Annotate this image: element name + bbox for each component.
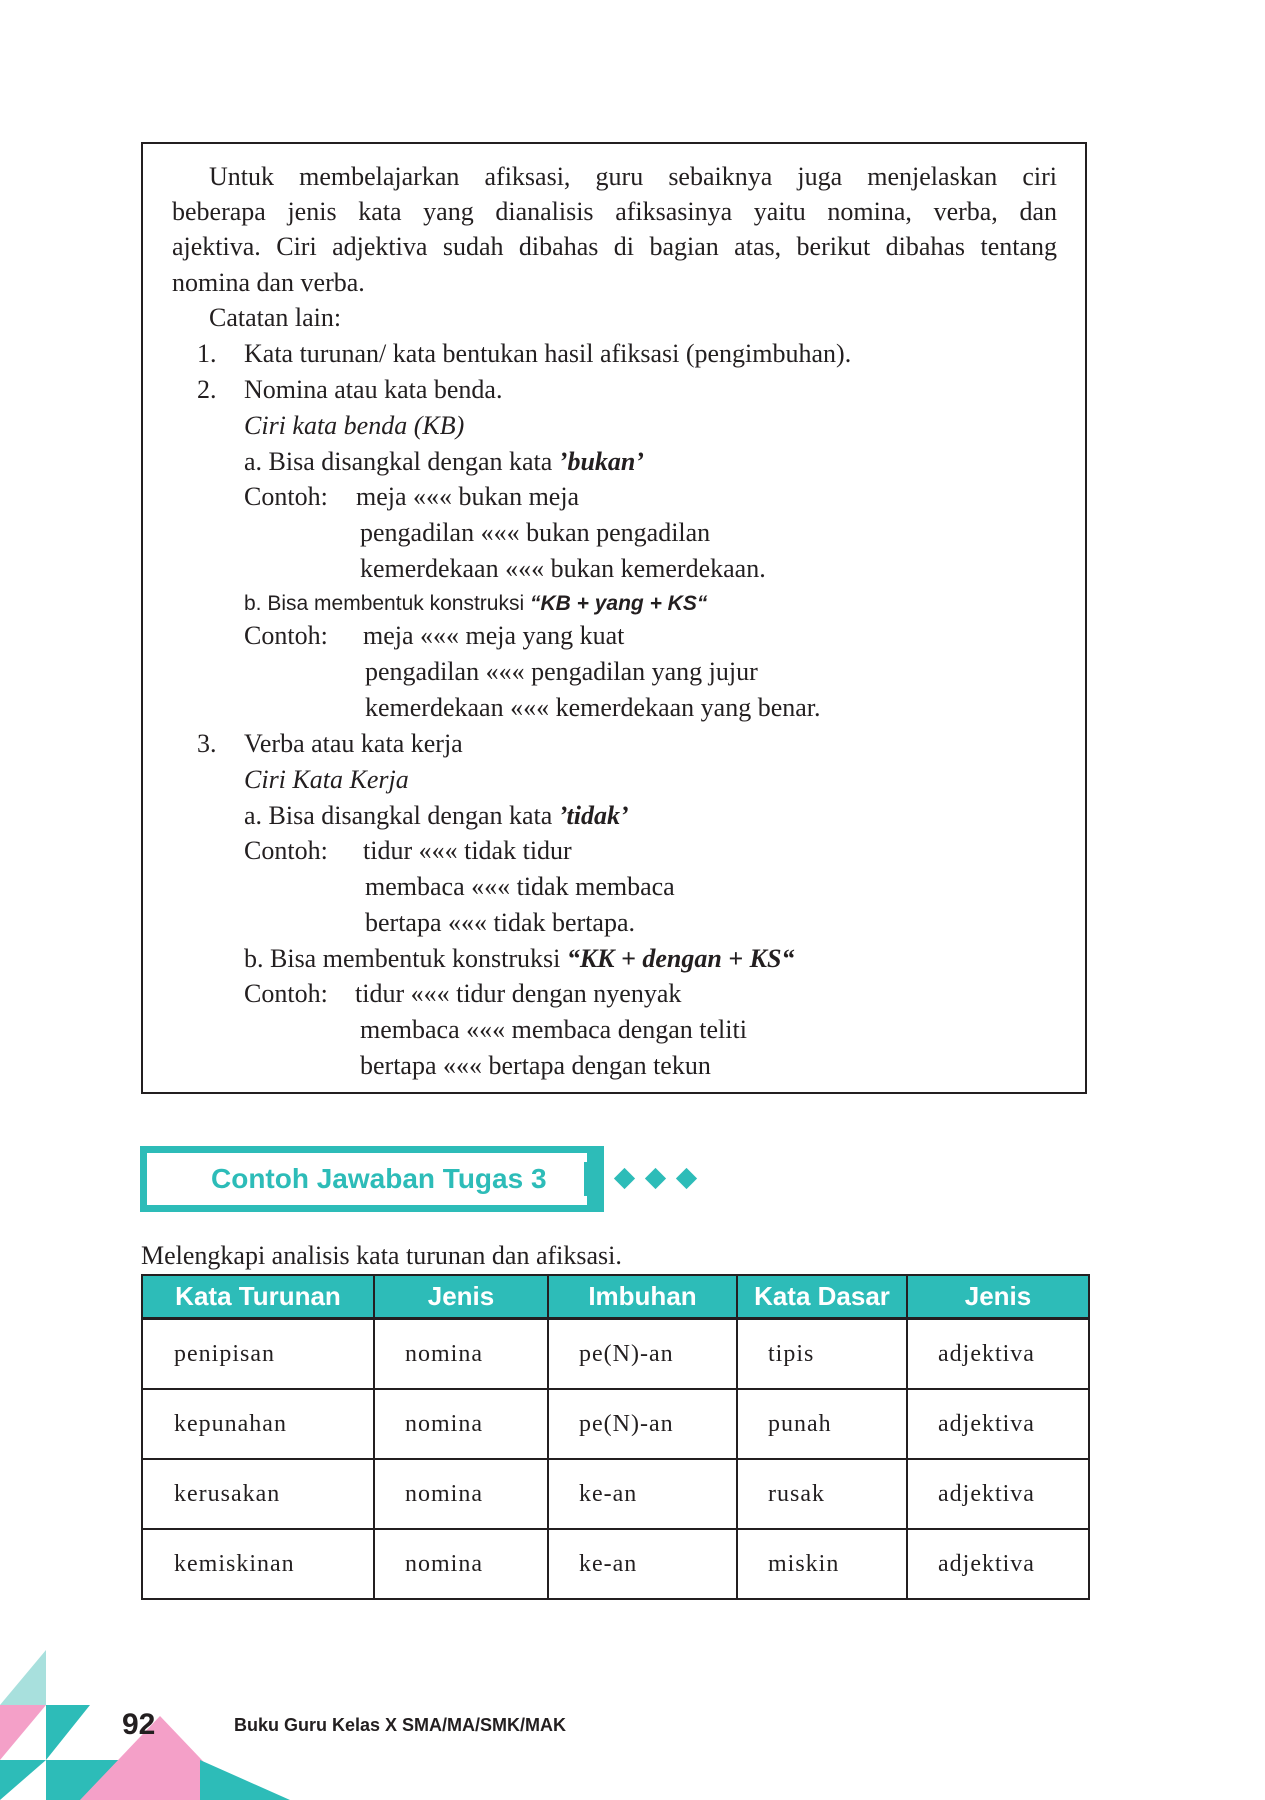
item-1-number: 1. xyxy=(197,339,217,368)
deco-teal-triangle xyxy=(46,1705,90,1760)
item-2b-example-3: kemerdekaan ««« kemerdekaan yang benar. xyxy=(365,693,821,722)
item-3b-example-1: tidur ««« tidur dengan nyenyak xyxy=(355,979,682,1008)
table-header-row xyxy=(142,1275,1089,1319)
cell-jenis-dasar: adjektiva xyxy=(907,1459,1089,1529)
catatan-label: Catatan lain: xyxy=(209,303,342,332)
item-2b-formula: “KB + yang + KS“ xyxy=(529,592,708,615)
item-3a-example-3: bertapa ««« tidak bertapa. xyxy=(365,908,635,937)
deco-teal-triangle-3 xyxy=(200,1760,290,1800)
cell-jenis-dasar: adjektiva xyxy=(907,1319,1089,1390)
item-2-heading: Ciri kata benda (KB) xyxy=(244,411,465,440)
item-3b-formula: “KK + dengan + KS“ xyxy=(566,944,795,973)
cell-kata-turunan: kepunahan xyxy=(142,1389,374,1459)
item-3a-contoh-label: Contoh: xyxy=(244,836,328,865)
paragraph-line-4: nomina dan verba. xyxy=(172,268,365,297)
item-2b-example-2: pengadilan ««« pengadilan yang jujur xyxy=(365,657,758,686)
item-3b-example-2: membaca ««« membaca dengan teliti xyxy=(360,1015,747,1044)
cell-kata-dasar: tipis xyxy=(737,1319,907,1390)
cell-kata-dasar: rusak xyxy=(737,1459,907,1529)
deco-pink-triangle xyxy=(0,1705,46,1760)
item-3-heading: Ciri Kata Kerja xyxy=(244,765,409,794)
deco-teal-triangle-2 xyxy=(0,1760,46,1800)
diamond-icon xyxy=(676,1168,697,1189)
diamond-icon xyxy=(614,1168,635,1189)
cell-jenis: nomina xyxy=(374,1529,548,1599)
header-jenis-dasar: Jenis xyxy=(907,1275,1089,1319)
cell-jenis-dasar: adjektiva xyxy=(907,1389,1089,1459)
item-3a-rule: a. Bisa disangkal dengan kata ’tidak’ xyxy=(244,801,629,830)
item-2b-rule: b. Bisa membentuk konstruksi “KB + yang + KS“ xyxy=(244,592,708,615)
word-analysis-table xyxy=(141,1274,1090,1600)
section-intro: Melengkapi analisis kata turunan dan afiksasi. xyxy=(141,1241,622,1270)
header-jenis: Jenis xyxy=(374,1275,548,1319)
cell-kata-turunan: kerusakan xyxy=(142,1459,374,1529)
item-2a-keyword: ’bukan’ xyxy=(558,447,645,476)
page-number: 92 xyxy=(122,1708,156,1741)
cell-kata-turunan: penipisan xyxy=(142,1319,374,1390)
cell-jenis: nomina xyxy=(374,1319,548,1390)
cell-imbuhan: pe(N)-an xyxy=(548,1389,737,1459)
item-2b-example-1: meja ««« meja yang kuat xyxy=(363,621,625,650)
item-2-text: Nomina atau kata benda. xyxy=(244,375,503,404)
item-3a-example-1: tidur ««« tidak tidur xyxy=(363,836,572,865)
item-2a-contoh-label: Contoh: xyxy=(244,482,328,511)
cell-imbuhan: ke-an xyxy=(548,1529,737,1599)
item-3b-contoh-label: Contoh: xyxy=(244,979,328,1008)
cell-jenis: nomina xyxy=(374,1389,548,1459)
item-3a-keyword: ’tidak’ xyxy=(558,801,629,830)
table-row xyxy=(142,1459,1089,1529)
section-banner xyxy=(140,1146,604,1212)
item-3b-rule: b. Bisa membentuk konstruksi “KK + dengan + KS“ xyxy=(244,944,795,973)
cell-kata-dasar: punah xyxy=(737,1389,907,1459)
header-imbuhan: Imbuhan xyxy=(548,1275,737,1319)
item-1-text: Kata turunan/ kata bentukan hasil afiksasi (pengimbuhan). xyxy=(244,339,852,368)
item-3-text: Verba atau kata kerja xyxy=(244,729,463,758)
item-2a-rule: a. Bisa disangkal dengan kata ’bukan’ xyxy=(244,447,645,476)
table-row xyxy=(142,1389,1089,1459)
item-2-number: 2. xyxy=(197,375,217,404)
cell-imbuhan: pe(N)-an xyxy=(548,1319,737,1390)
paragraph-line-3: ajektiva. Ciri adjektiva sudah dibahas di bagian atas, berikut dibahas tentang xyxy=(172,232,1057,261)
section-banner-inner xyxy=(147,1153,587,1205)
cell-kata-dasar: miskin xyxy=(737,1529,907,1599)
item-2b-contoh-label: Contoh: xyxy=(244,621,328,650)
item-3a-example-2: membaca ««« tidak membaca xyxy=(365,872,675,901)
item-2a-example-2: pengadilan ««« bukan pengadilan xyxy=(360,518,711,547)
table-row xyxy=(142,1529,1089,1599)
paragraph-line-2: beberapa jenis kata yang dianalisis afiksasinya yaitu nomina, verba, dan xyxy=(172,197,1057,226)
item-3-number: 3. xyxy=(197,729,217,758)
table-row xyxy=(142,1319,1089,1390)
banner-diamonds xyxy=(613,1166,706,1192)
cell-jenis: nomina xyxy=(374,1459,548,1529)
header-kata-dasar: Kata Dasar xyxy=(737,1275,907,1319)
cell-kata-turunan: kemiskinan xyxy=(142,1529,374,1599)
header-kata-turunan: Kata Turunan xyxy=(142,1275,374,1319)
diamond-icon xyxy=(645,1168,666,1189)
item-3b-example-3: bertapa ««« bertapa dengan tekun xyxy=(360,1051,711,1080)
paragraph-line-1: Untuk membelajarkan afiksasi, guru sebaiknya juga menjelaskan ciri xyxy=(209,162,1057,191)
item-2a-example-3: kemerdekaan ««« bukan kemerdekaan. xyxy=(360,554,766,583)
section-title: Contoh Jawaban Tugas 3 xyxy=(211,1163,547,1194)
cell-jenis-dasar: adjektiva xyxy=(907,1529,1089,1599)
item-2a-example-1: meja ««« bukan meja xyxy=(356,482,580,511)
cell-imbuhan: ke-an xyxy=(548,1459,737,1529)
book-title: Buku Guru Kelas X SMA/MA/SMK/MAK xyxy=(234,1715,567,1735)
